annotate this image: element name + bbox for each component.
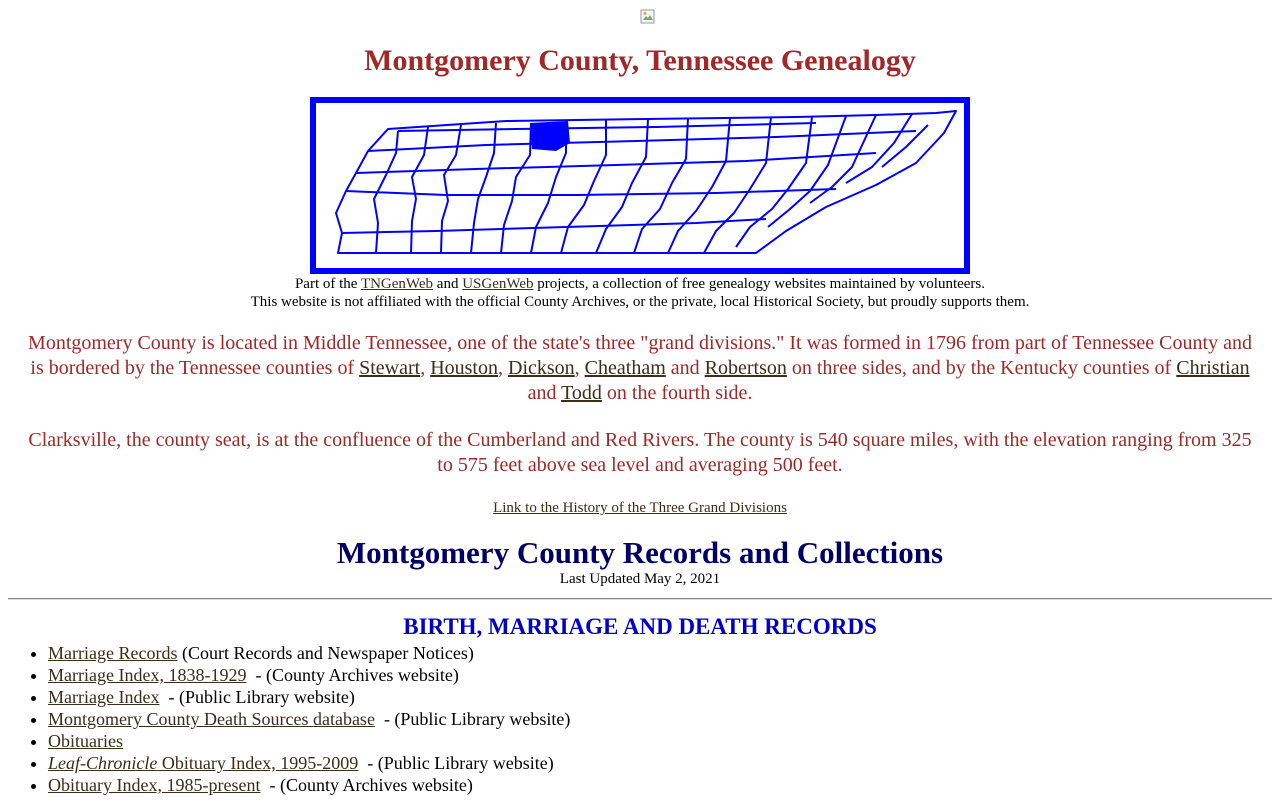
item-note: - (Public Library website) bbox=[159, 687, 355, 707]
grand-divisions-history-link[interactable]: Link to the History of the Three Grand Divisions bbox=[493, 500, 787, 516]
list-item bbox=[48, 752, 1280, 774]
tngenweb-link[interactable]: TNGenWeb bbox=[360, 276, 434, 292]
disclaimer-text: This website is not affiliated with the official County Archives, or the private, local Historical Society, but proudly supports them. bbox=[250, 294, 1030, 310]
broken-image-icon bbox=[640, 9, 656, 25]
cheatham-link[interactable]: Cheatham bbox=[584, 357, 666, 379]
list-item bbox=[48, 708, 1280, 730]
marriage-records-link[interactable]: Marriage Records bbox=[48, 643, 178, 663]
stewart-link[interactable]: Stewart bbox=[359, 357, 421, 379]
item-note: - (County Archives website) bbox=[246, 665, 459, 685]
history-link-container bbox=[0, 500, 1280, 517]
robertson-link[interactable]: Robertson bbox=[704, 357, 787, 379]
list-item bbox=[48, 686, 1280, 708]
obituary-index-archives-link[interactable]: Obituary Index, 1985-present bbox=[48, 775, 261, 795]
item-note: - (County Archives website) bbox=[260, 775, 473, 795]
todd-link[interactable]: Todd bbox=[561, 382, 602, 404]
houston-link[interactable]: Houston bbox=[430, 357, 498, 379]
item-note: - (Public Library website) bbox=[374, 709, 571, 729]
county-intro bbox=[20, 331, 1260, 478]
intro-text: on the fourth side. bbox=[601, 382, 753, 404]
marriage-index-library-link[interactable]: Marriage Index bbox=[48, 687, 160, 707]
affiliation-and: and bbox=[433, 276, 463, 292]
intro-text: Montgomery County is located in Middle Tennessee, one of the state's three "grand divisions." It was formed in 1796 from part of Tennessee County and is bordered by the Tennessee counties of bbox=[28, 332, 1252, 379]
divider bbox=[8, 598, 1272, 600]
intro-paragraph-1 bbox=[20, 331, 1260, 406]
intro-text: on three sides, and by the Kentucky counties of bbox=[786, 357, 1177, 379]
separator: and bbox=[527, 382, 562, 404]
page-title: Montgomery County, Tennessee Genealogy bbox=[364, 44, 916, 77]
leaf-chronicle-obituary-index-link[interactable] bbox=[48, 753, 358, 773]
item-note: (Court Records and Newspaper Notices) bbox=[177, 643, 474, 663]
separator: , bbox=[498, 357, 508, 379]
marriage-index-archives-link[interactable]: Marriage Index, 1838-1929 bbox=[48, 665, 247, 685]
section-heading-vital-records: BIRTH, MARRIAGE AND DEATH RECORDS bbox=[403, 614, 877, 639]
death-sources-database-link[interactable]: Montgomery County Death Sources database bbox=[48, 709, 375, 729]
records-title: Montgomery County Records and Collections bbox=[336, 535, 944, 570]
usgenweb-link[interactable]: USGenWeb bbox=[462, 276, 534, 292]
separator: , bbox=[574, 357, 585, 379]
separator: , bbox=[420, 357, 431, 379]
link-text: Obituary Index, 1995-2009 bbox=[157, 753, 359, 773]
last-updated: Last Updated May 2, 2021 bbox=[559, 571, 721, 587]
affiliation-suffix: projects, a collection of free genealogy websites maintained by volunteers. bbox=[533, 276, 986, 292]
obituaries-link[interactable]: Obituaries bbox=[48, 731, 123, 751]
publication-name: Leaf-Chronicle bbox=[48, 753, 158, 773]
list-item bbox=[48, 730, 1280, 752]
affiliation-text bbox=[0, 275, 1280, 311]
vital-records-list bbox=[8, 642, 1280, 796]
dickson-link[interactable]: Dickson bbox=[508, 357, 575, 379]
affiliation-prefix: Part of the bbox=[294, 276, 361, 292]
list-item bbox=[48, 664, 1280, 686]
christian-link[interactable]: Christian bbox=[1176, 357, 1250, 379]
tennessee-county-map[interactable] bbox=[310, 97, 970, 274]
list-item bbox=[48, 642, 1280, 664]
item-note: - (Public Library website) bbox=[358, 753, 554, 773]
intro-paragraph-2: Clarksville, the county seat, is at the confluence of the Cumberland and Red Rivers. The county is 540 square miles, with the elevation ranging from 325 to 575 feet above sea level and averaging 500 feet. bbox=[28, 429, 1252, 476]
separator: and bbox=[665, 357, 705, 379]
list-item bbox=[48, 774, 1280, 796]
